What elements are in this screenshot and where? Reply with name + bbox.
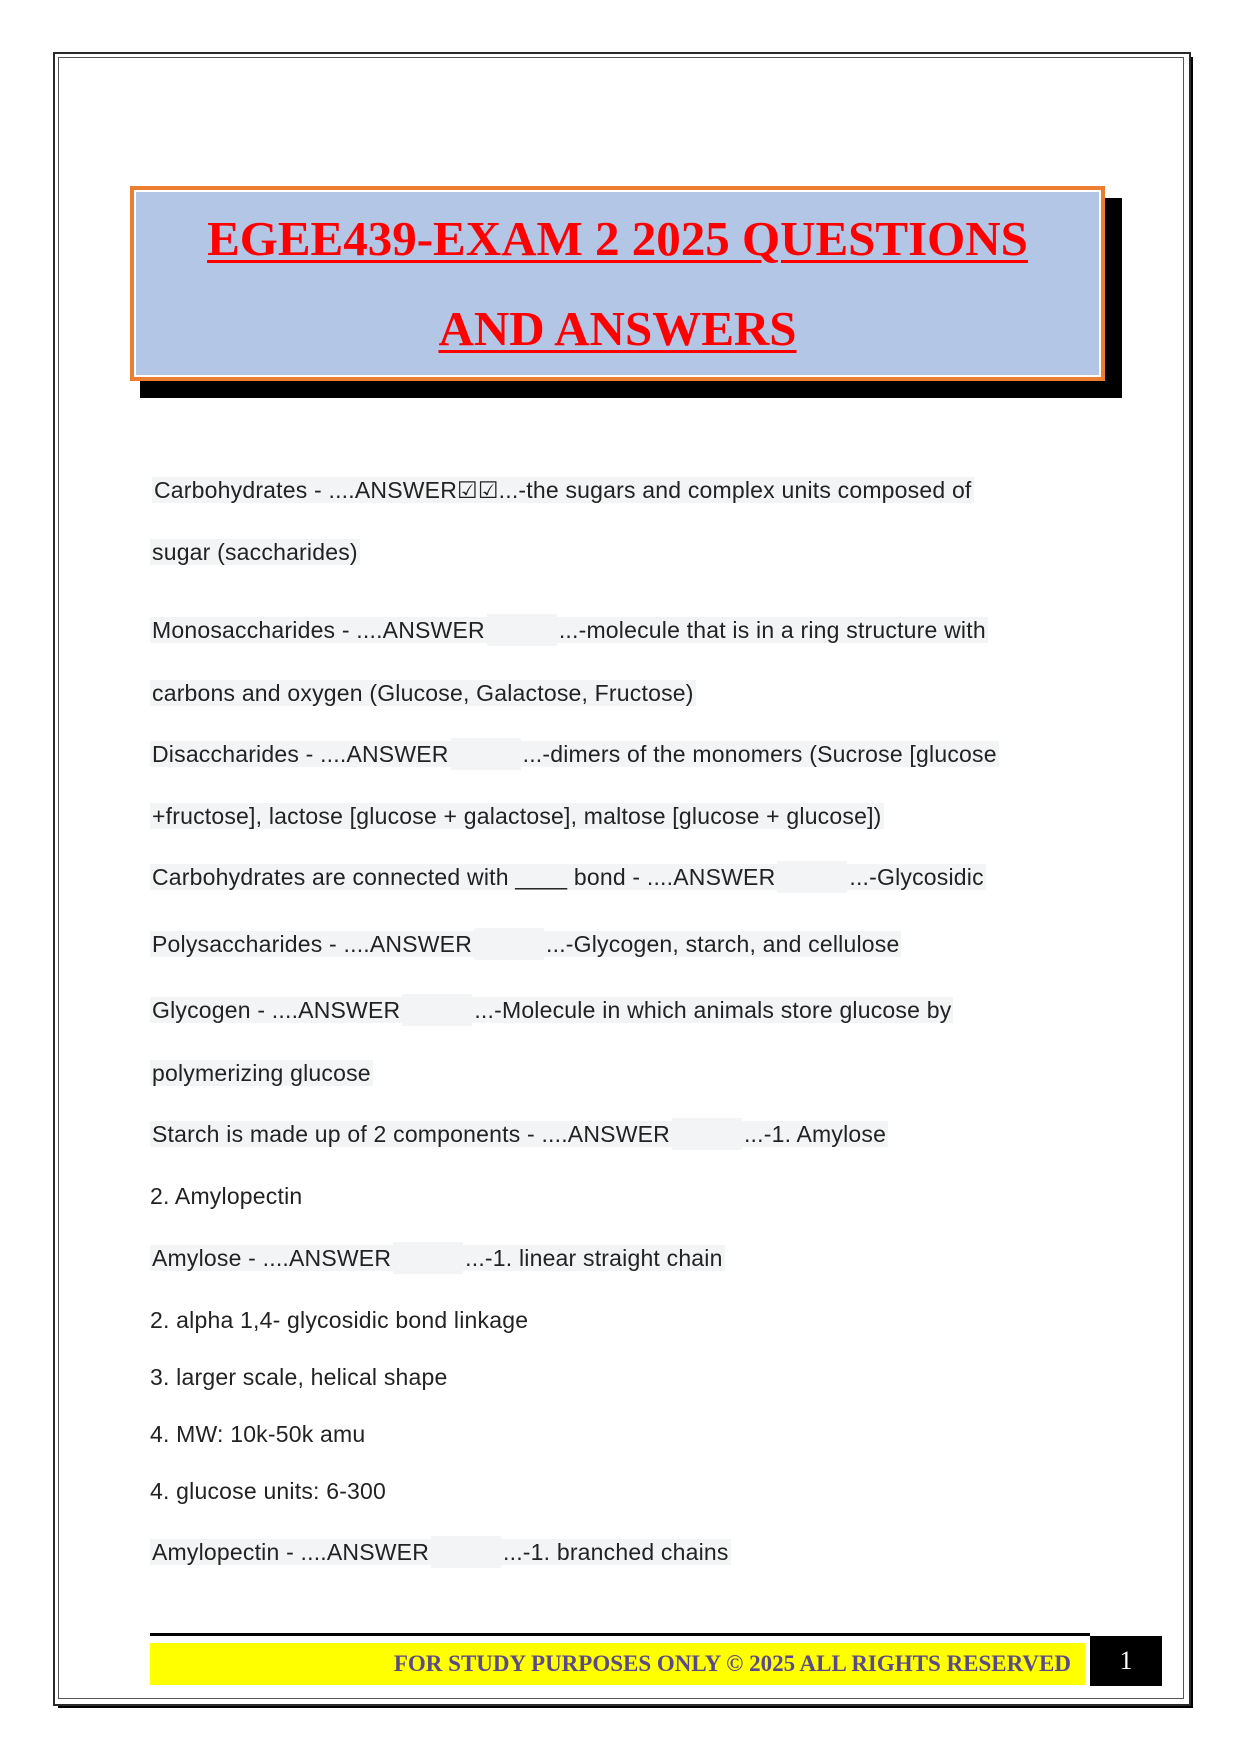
document-title-line-1: EGEE439-EXAM 2 2025 QUESTIONS xyxy=(207,210,1028,266)
qa-line xyxy=(150,1118,888,1150)
qa-line xyxy=(150,1418,365,1450)
qa-answer: ...-1. Amylose xyxy=(743,1121,887,1147)
qa-line xyxy=(150,1304,528,1336)
page-number-box xyxy=(1090,1636,1162,1686)
qa-text: sugar (saccharides) xyxy=(152,539,358,565)
title-banner xyxy=(130,186,1105,381)
qa-text: 3. larger scale, helical shape xyxy=(150,1364,448,1390)
qa-line xyxy=(152,474,974,506)
qa-answer: ...-Molecule in which animals store glucose by xyxy=(474,997,952,1023)
qa-answer: ...-1. branched chains xyxy=(503,1539,729,1565)
qa-line xyxy=(150,1180,302,1212)
qa-line xyxy=(150,536,360,568)
qa-line xyxy=(150,928,901,960)
qa-text: polymerizing glucose xyxy=(152,1060,371,1086)
qa-line xyxy=(150,1242,725,1274)
document-title-line-2: AND ANSWERS xyxy=(438,300,797,356)
qa-question: Disaccharides - ....ANSWER xyxy=(152,741,449,767)
qa-answer: ...-1. linear straight chain xyxy=(465,1245,723,1271)
qa-text: 4. glucose units: 6-300 xyxy=(150,1478,387,1504)
qa-line xyxy=(150,677,696,709)
qa-text: 2. Amylopectin xyxy=(150,1183,303,1209)
qa-question: Monosaccharides - ....ANSWER xyxy=(152,617,485,643)
qa-question: Starch is made up of 2 components - ....ANSWER xyxy=(152,1121,670,1147)
qa-question: Glycogen - ....ANSWER xyxy=(152,997,401,1023)
qa-line xyxy=(150,738,999,770)
qa-question: Carbohydrates are connected with ____ bond - ....ANSWER xyxy=(152,864,776,890)
qa-question: Polysaccharides - ....ANSWER xyxy=(152,931,473,957)
page-number: 1 xyxy=(1119,1646,1133,1675)
qa-answer: ...-dimers of the monomers (Sucrose [glucose xyxy=(522,741,997,767)
qa-text: 4. MW: 10k-50k amu xyxy=(150,1421,366,1447)
qa-line xyxy=(150,614,988,646)
qa-line xyxy=(150,1057,373,1089)
qa-line xyxy=(150,1536,731,1568)
qa-text: 2. alpha 1,4- glycosidic bond linkage xyxy=(150,1307,529,1333)
footer-rule xyxy=(150,1633,1090,1636)
qa-answer: ...-Glycosidic xyxy=(849,864,984,890)
qa-line xyxy=(150,1361,448,1393)
qa-text: carbons and oxygen (Glucose, Galactose, Fructose) xyxy=(152,680,694,706)
qa-text: +fructose], lactose [glucose + galactose], maltose [glucose + glucose]) xyxy=(152,803,882,829)
qa-answer: ...-molecule that is in a ring structure with xyxy=(558,617,986,643)
qa-line xyxy=(150,1475,386,1507)
qa-question: Amylopectin - ....ANSWER xyxy=(152,1539,430,1565)
qa-text: Carbohydrates - ....ANSWER☑☑...-the sugars and complex units composed of xyxy=(154,477,972,503)
qa-line xyxy=(150,994,953,1026)
qa-line xyxy=(150,800,884,832)
qa-question: Amylose - ....ANSWER xyxy=(152,1245,392,1271)
footer-bar xyxy=(150,1643,1085,1685)
footer-copyright: FOR STUDY PURPOSES ONLY © 2025 ALL RIGHTS RESERVED xyxy=(393,1651,1071,1676)
qa-answer: ...-Glycogen, starch, and cellulose xyxy=(546,931,900,957)
qa-line xyxy=(150,861,986,893)
